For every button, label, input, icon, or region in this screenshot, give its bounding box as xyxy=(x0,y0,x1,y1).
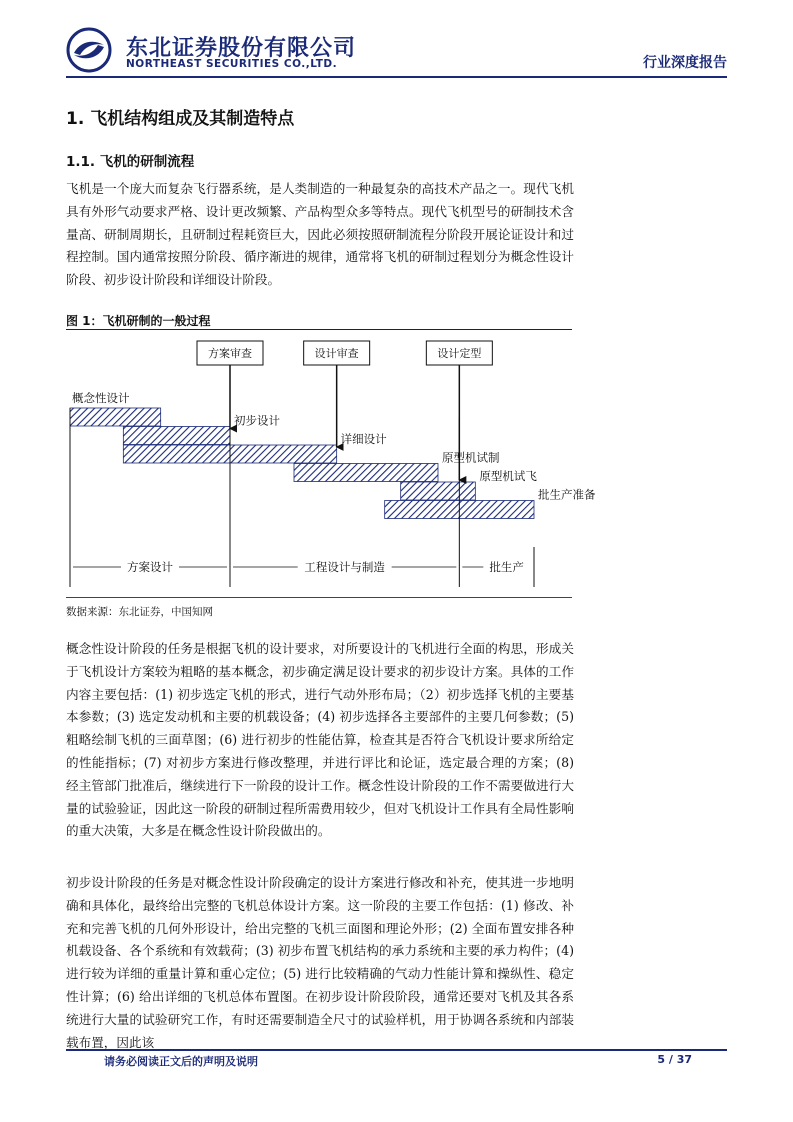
figure-title: 图 1：飞机研制的一般过程 xyxy=(66,314,211,328)
phase-label-0: 方案设计 xyxy=(127,560,173,574)
stage-label-2: 详细设计 xyxy=(340,432,387,446)
stage-label-3: 原型机试制 xyxy=(442,450,500,465)
company-name-en: NORTHEAST SECURITIES CO.,LTD. xyxy=(126,58,338,70)
stage-bar-0 xyxy=(70,408,161,426)
phase-label-2: 批生产 xyxy=(489,560,524,574)
stage-bar-3 xyxy=(294,464,438,482)
development-process-chart xyxy=(66,330,596,596)
company-name-cn: 东北证券股份有限公司 xyxy=(126,36,357,61)
report-type: 行业深度报告 xyxy=(643,55,727,71)
figure-source: 数据来源：东北证券，中国知网 xyxy=(66,606,213,618)
paragraph-concept-design: 概念性设计阶段的任务是根据飞机的设计要求，对所要设计的飞机进行全面的构思，形成关于飞机设计方案较为粗略的基本概念，初步确定满足设计要求的初步设计方案。具体的工作内容主要包括：(1) 初步选定飞机的形式，进行气动外形布局；（2）初步选择飞机的主要基本参数；(3) 选定发动机和主要的机载设备；(4) 初步选择各主要部件的主要几何参数；(5) 粗略绘制飞机的三面草图；(6) 进行初步的性能估算，检查其是否符合飞机设计要求所给定的性能指标；(7) 对初步方案进行修改整理，并进行评比和论证，选定最合理的方案；(8) 经主管部门批准后，继续进行下一阶段的设计工作。概念性设计阶段的工作不需要做进行大量的试验验证，因此这一阶段的研制过程所需费用较少，但对飞机设计工作具有全局性影响的重大决策，大多是在概念性设计阶段做出的。 xyxy=(66,641,574,839)
review-label-1: 设计审查 xyxy=(314,347,359,360)
subsection-heading: 1.1. 飞机的研制流程 xyxy=(66,154,195,170)
disclaimer-note: 请务必阅读正文后的声明及说明 xyxy=(104,1055,258,1068)
company-logo-icon xyxy=(66,27,112,73)
phase-label-1: 工程设计与制造 xyxy=(304,560,385,574)
stage-label-1: 初步设计 xyxy=(234,413,280,428)
stage-label-5: 批生产准备 xyxy=(538,487,596,502)
paragraph-intro: 飞机是一个庞大而复杂飞行器系统，是人类制造的一种最复杂的高技术产品之一。现代飞机具有外形气动要求严格、设计更改频繁、产品构型众多等特点。现代飞机型号的研制技术含量高、研制周期长，且研制过程耗资巨大，因此必须按照研制流程分阶段开展论证设计和过程控制。国内通常按照分阶段、循序渐进的规律，通常将飞机的研制过程划分为概念性设计阶段、初步设计阶段和详细设计阶段。 xyxy=(66,181,574,288)
page-number: 5 / 37 xyxy=(657,1053,692,1066)
stage-bar-4 xyxy=(401,482,476,500)
review-label-0: 方案审查 xyxy=(208,347,252,360)
review-label-2: 设计定型 xyxy=(437,347,482,360)
section-heading: 1. 飞机结构组成及其制造特点 xyxy=(66,109,295,129)
stage-label-0: 概念性设计 xyxy=(72,391,130,405)
header-divider xyxy=(66,76,727,78)
stage-label-4: 原型机试飞 xyxy=(479,469,537,483)
figure-bottom-rule xyxy=(66,597,572,598)
stage-bar-1 xyxy=(123,427,230,445)
footer-divider xyxy=(66,1049,727,1051)
paragraph-preliminary-design: 初步设计阶段的任务是对概念性设计阶段确定的设计方案进行修改和补充，使其进一步地明确和具体化，最终给出完整的飞机总体设计方案。这一阶段的主要工作包括：(1) 修改、补充和完善飞机的几何外形设计，给出完整的飞机三面图和理论外形；(2) 全面布置安排各种机载设备、各个系统和有效载荷；(3) 初步布置飞机结构的承力系统和主要的承力构件；(4) 进行较为详细的重量计算和重心定位；(5) 进行比较精确的气动力性能计算和操纵性、稳定性计算；(6) 给出详细的飞机总体布置图。在初步设计阶段阶段，通常还要对飞机及其各系统进行大量的试验研究工作，有时还需要制造全尺寸的试验样机，用于协调各系统和内部装载布置，因此该 xyxy=(66,875,574,1050)
